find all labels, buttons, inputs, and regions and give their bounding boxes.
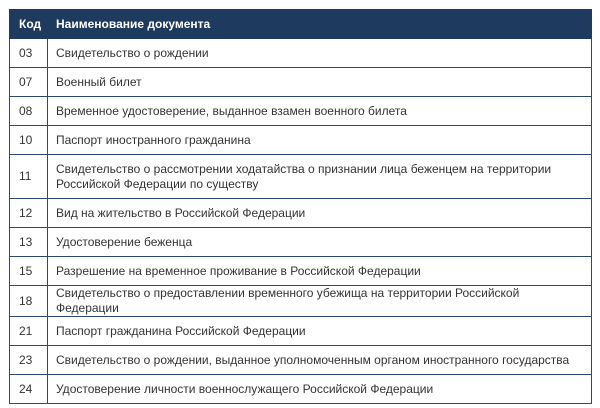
table-row [10,228,592,257]
table-row [10,346,592,375]
document-codes-table [9,9,592,404]
row-document-name: Удостоверение личности военнослужащего Российской Федерации [48,375,592,404]
row-document-name: Свидетельство о рассмотрении ходатайства о признании лица беженцем на территории Российской Федерации по существу [48,155,592,199]
header-code: Код [10,10,48,39]
table-row [10,126,592,155]
header-document-name: Наименование документа [48,10,592,39]
row-document-name: Удостоверение беженца [48,228,592,257]
row-code: 12 [10,199,48,228]
row-code: 23 [10,346,48,375]
row-document-name: Военный билет [48,68,592,97]
row-document-name: Разрешение на временное проживание в Российской Федерации [48,257,592,286]
row-document-name: Свидетельство о рождении, выданное уполномоченным органом иностранного государства [48,346,592,375]
table-row [10,199,592,228]
row-code: 13 [10,228,48,257]
table-row [10,257,592,286]
table-header [10,10,592,39]
row-code: 10 [10,126,48,155]
row-code: 03 [10,39,48,68]
row-code: 24 [10,375,48,404]
row-document-name: Свидетельство о предоставлении временного убежища на территории Российской Федерации [48,286,592,317]
table-row [10,39,592,68]
table-row [10,375,592,404]
header-row [10,10,592,39]
row-document-name: Паспорт иностранного гражданина [48,126,592,155]
row-code: 07 [10,68,48,97]
row-code: 15 [10,257,48,286]
row-document-name: Паспорт гражданина Российской Федерации [48,317,592,346]
row-code: 18 [10,286,48,317]
row-document-name: Временное удостоверение, выданное взамен военного билета [48,97,592,126]
row-code: 11 [10,155,48,199]
row-code: 08 [10,97,48,126]
table-row [10,97,592,126]
table-row [10,68,592,97]
row-document-name: Вид на жительство в Российской Федерации [48,199,592,228]
document-codes-table-container [9,9,591,404]
row-document-name: Свидетельство о рождении [48,39,592,68]
table-body [10,39,592,404]
table-row [10,286,592,317]
row-code: 21 [10,317,48,346]
table-row [10,155,592,199]
table-row [10,317,592,346]
